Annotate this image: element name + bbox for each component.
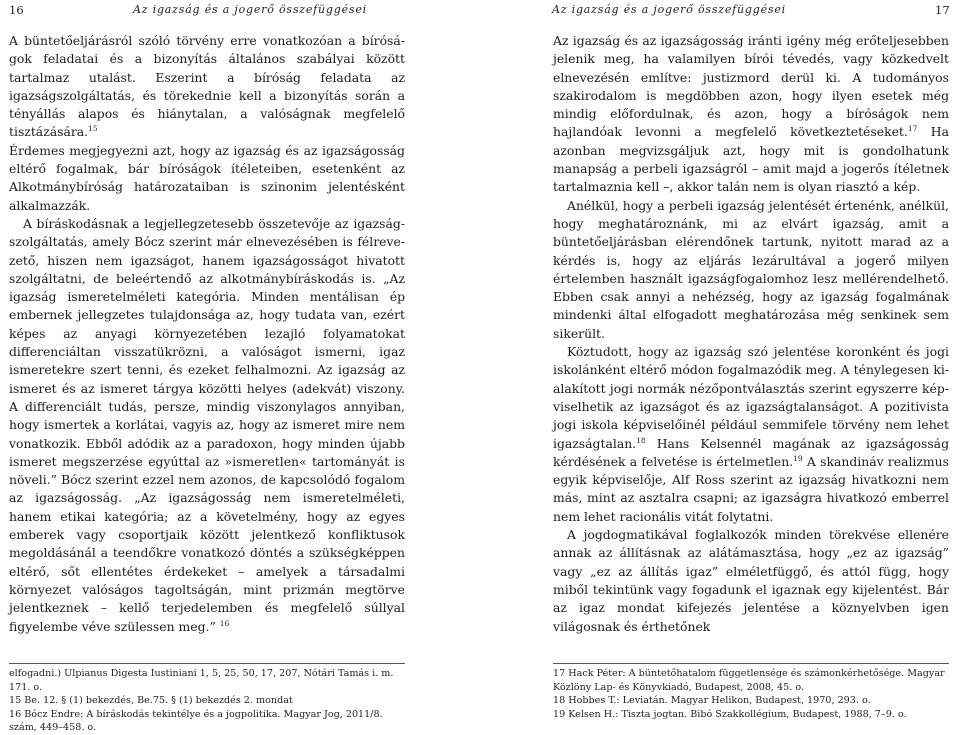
footnote-ref[interactable]: 19: [793, 453, 803, 463]
footnote: 16 Bócz Endre: A bíráskodás tekintélye és a jogpolitika. Magyar Jog, 2011/8. szám, 449–458. o.: [9, 708, 383, 734]
paragraph: Anélkül, hogy a perbeli igazság jelentését értenénk, anélkül, hogy meghatároznánk, mi az elvárt igazság, amit a büntetőeljárásban elérendőnek tartunk, nyitott marad az a kérdés is, hogy az eljárás lezárultával a jogerő milyen értelemben használt igazságfogalomhoz lesz mellérendelhető. Ebben csak annyi a nehézség, hogy az igazság fogalmának mindenki által elfogadott meghatározása még senkinek sem sikerült.: [553, 197, 949, 341]
footnote: 15 Be. 12. § (1) bekezdés, Be.75. § (1) bekezdés 2. mondat: [9, 695, 293, 707]
running-head: Az igazság és a jogerő összefüggései: [133, 3, 367, 16]
paragraph: Köztudott, hogy az igazság szó jelentése koronként és jogi iskolánként eltérő módon fogalmazódik meg. A ténylegesen kialakított jogi normák nézőpontválasztás szerint egyszerre képviselhetik az igazságot és az igazságtalanságot. A pozitivista jogi iskola képviselőinél például semmifele törvény nem lehet igazságtalan.$^{18}$ Hans Kelsennél magának az igazságosság kérdésének a felvetése is értelmetlen.$^{19}$ A skandináv realizmus egyik képviselője, Alf Ross szerint az igazság hivatkozni nem más, mint az asztalra csapni; az igazságra hivatkozó emberrel nem lehet racionális vitát folytatni.: [553, 344, 949, 524]
paragraph: Érdemes megjegyezni azt, hogy az igazság és az igazságosság eltérő fogalmak, bár bíróságok ítéleteiben, esetenként az Alkotmánybíróság határozataiban is szinonim jelentésként alkalmazzák.: [9, 142, 405, 213]
paragraph: A bíráskodásnak a legjellegzetesebb összetevője az igazságszolgáltatás, amely Bócz szerint már elnevezésében is félrevezető, hiszen nem igazságot, hanem igazságosságot hivatott szolgáltatni, de beleértendő az alkotmánybíráskodás is. „Az igazság ismeretelméleti kategória. Minden mentálisan ép embernek jellegzetes tulajdonsága az, hogy tudata van, ezért képes az anyagi környezetében lezajló folyamatokat differenciáltan visszatükrözni, a valóságot ismerni, igaz ismeretekre szert tenni, és ezeket felhalmozni. Az igazság az ismeret és az ismeret tárgya közötti helyes (adekvát) viszony. A differenciált tudás, persze, mindig viszonylagos annyiban, hogy ismertek a korlátai, vagyis az, hogy az ismeret mire nem vonatkozik. Ebből adódik az a paradoxon, hogy minden újabb ismeret megszerzése egyúttal az »ismeretlen« tartományát is növeli.” Bócz szerint ezzel nem azonos, de kapcsolódó fogalom az igazságosság. „Az igazságosság nem ismeretelméleti, hanem etikai kategória; az a követelmény, hogy az egyes emberek vagy csoportjaik között jelentkező konfliktusok megoldásánál a teendőkre vonatkozó döntés a szükségképpen eltérő, sőt ellentétes érdekeket – amelyek a társadalmi környezet valóságos tagoltságán, mint prizmán megtörve jelentkeznek – kellő terjedelemben és megfelelő súllyal figyelembe véve szülessen meg.” $^{16}$: [9, 215, 405, 634]
footnote: elfogadni.) Ulpianus Digesta Iustiniani 1, 5, 25, 50, 17, 207, Nótári Tamás i. m. 171. o.: [9, 668, 394, 693]
paragraph: A jogdogmatikával foglalkozók minden törekvése ellenére annak az állításnak az alátámasztása, hogy „ez az igazság” vagy „ez az állítás igaz” elméletfüggő, és attól függ, hogy miből tekintünk vagy fogadunk el igaznak egy kijelentést. Bár az igaz mondat kifejezés jelentése a köznyelvben igen világosnak és érthetőnek: [553, 527, 949, 634]
footnote-rule: [9, 663, 405, 664]
footnote: 19 Kelsen H.: Tiszta jogtan. Bibó Szakkollégium, Budapest, 1988, 7–9. o.: [553, 708, 907, 720]
paragraph: A büntetőeljárásról szóló törvény erre vonatkozóan a bíróságok feladatai és a bizonyítás általános szabályai között tartalmaz utalást. Eszerint a bíróság feladata az igazságszolgáltatás, és törekednie kell a bizonyítás során a tényállás alapos és hiánytalan, a valóságnak megfelelő tisztázására.$^{15}$: [9, 33, 405, 140]
footnotes: [9, 663, 405, 735]
left-page: [0, 0, 480, 734]
right-page: [480, 0, 960, 728]
footnote: 17 Hack Péter: A büntetőhatalom függetlensége és számonkérhetősége. Magyar Közlöny Lap- és Könyvkiadó, Budapest, 2008, 45. o.: [553, 668, 945, 693]
running-head: Az igazság és a jogerő összefüggései: [552, 3, 786, 16]
footnotes: [553, 663, 949, 721]
page-number: 16: [9, 3, 24, 17]
footnote-rule: [553, 663, 949, 664]
footnote: 18 Hobbes T.: Leviatán. Magyar Helikon, Budapest, 1970, 293. o.: [553, 695, 871, 707]
footnote-ref[interactable]: 16: [219, 618, 230, 628]
body-text: [553, 32, 949, 636]
page-number: 17: [935, 3, 950, 17]
paragraph: Az igazság és az igazságosság iránti igény még erőteljesebben jelenik meg, ha valamilyen bírói tévedés, vagy közkedvelt elnevezésén említve: justizmord derül ki. A tudományos szakirodalom is megdöbben azon, hogy ilyen esetek még mindig előfordulnak, és azon, hogy a bíróságok nem hajlandóak levonni a megfelelő következtetéseket.$^{17}$ Ha azonban megvizsgáljuk azt, hogy mit is gondolhatunk manapság a perbeli igazságról – amit majd a jogerős ítéletnek tartalmaznia kell –, akkor talán nem is olyan riasztó a kép.: [553, 33, 949, 195]
body-text: [9, 32, 405, 636]
footnote-ref[interactable]: 17: [907, 124, 918, 134]
footnote-ref[interactable]: 15: [88, 124, 98, 134]
footnote-ref[interactable]: 18: [636, 435, 646, 445]
